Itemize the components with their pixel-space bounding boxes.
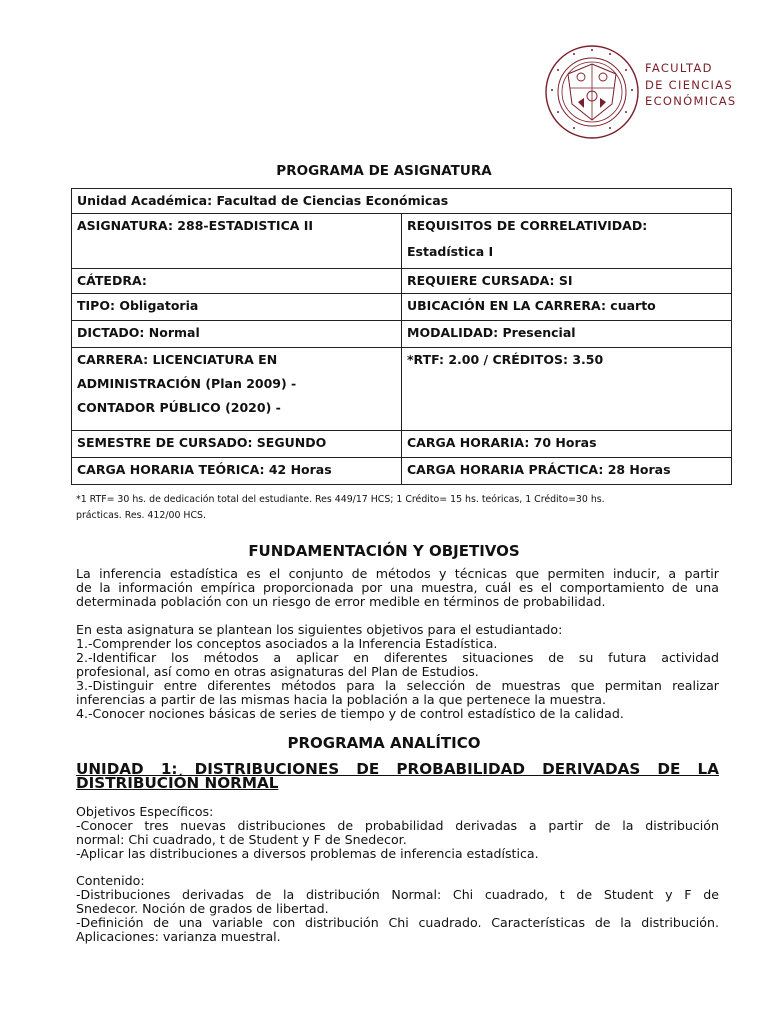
catedra-cell: CÁTEDRA: <box>72 269 402 294</box>
requisitos-cell <box>402 214 732 269</box>
text-line: normal: Chi cuadrado, t de Student y F de Snedecor. <box>76 832 407 847</box>
asignatura-cell: ASIGNATURA: 288-ESTADISTICA II <box>72 214 402 269</box>
table-row <box>72 189 732 214</box>
text-line: La inferencia estadística es el conjunto de métodos y técnicas que permiten inducir, a partir <box>76 566 719 581</box>
unit-1-objetivos <box>76 805 719 861</box>
unit-1-title <box>76 762 719 790</box>
unidad-academica-cell: Unidad Académica: Facultad de Ciencias Económicas <box>72 189 732 214</box>
table-row <box>72 348 732 431</box>
text-line: 3.-Distinguir entre diferentes métodos para la selección de muestras que permitan realizar <box>76 678 719 693</box>
fundamentacion-heading: FUNDAMENTACIÓN Y OBJETIVOS <box>248 542 520 560</box>
text-line: 2.-Identificar los métodos a aplicar en diferentes situaciones de su futura actividad <box>76 650 719 665</box>
university-seal-logo <box>544 44 640 140</box>
table-row <box>72 458 732 485</box>
unit-title-line: UNIDAD 1: DISTRIBUCIONES DE PROBABILIDAD DERIVADAS DE LA <box>76 760 719 778</box>
carrera-cell <box>72 348 402 431</box>
modalidad-cell: MODALIDAD: Presencial <box>402 321 732 348</box>
text-line: -Conocer tres nuevas distribuciones de probabilidad derivadas a partir de la distribución <box>76 818 719 833</box>
text-line: En esta asignatura se plantean los siguientes objetivos para el estudiantado: <box>76 622 563 637</box>
table-row <box>72 294 732 321</box>
document-title: PROGRAMA DE ASIGNATURA <box>276 163 492 179</box>
text-line: 4.-Conocer nociones básicas de series de tiempo y de control estadístico de la calidad. <box>76 706 624 721</box>
footnote-line: *1 RTF= 30 hs. de dedicación total del estudiante. Res 449/17 HCS; 1 Crédito= 15 hs. teóricas, 1 Crédito=30 hs. <box>76 494 605 505</box>
objetivos-generales <box>76 623 719 721</box>
rtf-footnote <box>76 492 732 524</box>
text-line: determinada población con un riesgo de error medible en términos de probabilidad. <box>76 594 606 609</box>
faculty-logo-text <box>645 60 737 110</box>
requisitos-label: REQUISITOS DE CORRELATIVIDAD: <box>407 218 648 233</box>
unit-title-line: DISTRIBUCIÓN NORMAL <box>76 774 279 792</box>
programa-analitico-heading: PROGRAMA ANALÍTICO <box>287 734 481 752</box>
semestre-cell: SEMESTRE DE CURSADO: SEGUNDO <box>72 431 402 458</box>
text-line: -Definición de una variable con distribución Chi cuadrado. Características de la distribución. <box>76 915 719 930</box>
text-line: Objetivos Específicos: <box>76 804 214 819</box>
table-row <box>72 431 732 458</box>
requiere-cursada-cell: REQUIERE CURSADA: SI <box>402 269 732 294</box>
fundamentacion-intro <box>76 567 719 609</box>
tipo-cell: TIPO: Obligatoria <box>72 294 402 321</box>
text-line: -Aplicar las distribuciones a diversos problemas de inferencia estadística. <box>76 846 539 861</box>
carrera-line: CONTADOR PÚBLICO (2020) - <box>77 400 281 415</box>
table-row <box>72 321 732 348</box>
logo-line: DE CIENCIAS <box>645 77 733 92</box>
course-info-table <box>71 188 732 485</box>
text-line: 1.-Comprender los conceptos asociados a la Inferencia Estadística. <box>76 636 498 651</box>
logo-line: FACULTAD <box>645 61 713 75</box>
unit-1-contenido <box>76 874 719 944</box>
ubicacion-cell: UBICACIÓN EN LA CARRERA: cuarto <box>402 294 732 321</box>
table-row <box>72 269 732 294</box>
table-row <box>72 214 732 269</box>
carga-teorica-cell: CARGA HORARIA TEÓRICA: 42 Horas <box>72 458 402 485</box>
text-line: inferencias a partir de las mismas hacia la población a la que pertenece la muestra. <box>76 692 607 707</box>
rtf-cell: *RTF: 2.00 / CRÉDITOS: 3.50 <box>402 348 732 431</box>
carga-practica-cell: CARGA HORARIA PRÁCTICA: 28 Horas <box>402 458 732 485</box>
footnote-line: prácticas. Res. 412/00 HCS. <box>76 510 206 521</box>
text-line: Snedecor. Noción de grados de libertad. <box>76 901 329 916</box>
text-line: -Distribuciones derivadas de la distribución Normal: Chi cuadrado, t de Student y F de <box>76 887 719 902</box>
text-line: Aplicaciones: varianza muestral. <box>76 929 281 944</box>
carga-horaria-cell: CARGA HORARIA: 70 Horas <box>402 431 732 458</box>
carrera-line: ADMINISTRACIÓN (Plan 2009) - <box>77 376 297 391</box>
text-line: profesional, así como en otras asignaturas del Plan de Estudios. <box>76 664 479 679</box>
carrera-line: CARRERA: LICENCIATURA EN <box>77 352 278 367</box>
requisitos-value: Estadística I <box>407 244 494 259</box>
logo-line: ECONÓMICAS <box>645 94 737 108</box>
dictado-cell: DICTADO: Normal <box>72 321 402 348</box>
text-line: Contenido: <box>76 873 145 888</box>
text-line: de la información empírica proporcionada por una muestra, cuál es el comportamiento de una <box>76 580 719 595</box>
